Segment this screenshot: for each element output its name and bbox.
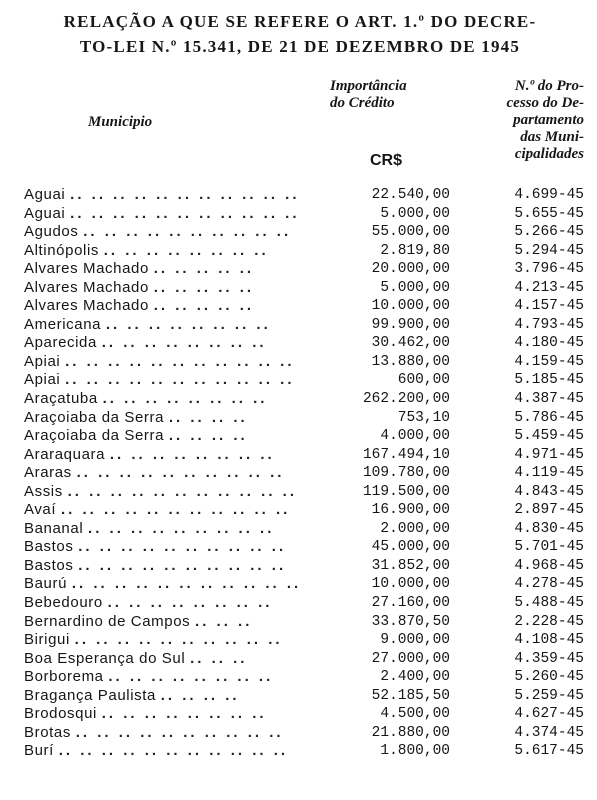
municipio-name: Assis bbox=[24, 482, 63, 500]
column-header-importancia-line: Importância bbox=[330, 78, 407, 94]
dot-leader: .. .. .. .. .. .. .. .. .. .. .. bbox=[60, 501, 291, 519]
processo-number: 4.180-45 bbox=[514, 335, 584, 352]
credito-value: 27.000,00 bbox=[371, 650, 450, 667]
municipio-cell bbox=[24, 631, 354, 649]
dot-leader: .. .. .. .. bbox=[160, 686, 240, 704]
credito-value: 119.500,00 bbox=[362, 483, 450, 500]
credito-value: 33.870,50 bbox=[371, 613, 450, 630]
processo-number: 5.459-45 bbox=[514, 428, 584, 445]
processo-number: 2.228-45 bbox=[514, 613, 584, 630]
municipio-cell bbox=[24, 613, 354, 631]
municipio-name: Brotas bbox=[24, 723, 71, 741]
credito-value: 31.852,00 bbox=[371, 557, 450, 574]
municipio-cell bbox=[24, 557, 354, 575]
municipio-name: Alvares Machado bbox=[24, 297, 149, 315]
municipio-cell bbox=[24, 650, 354, 668]
table-row bbox=[0, 316, 597, 335]
column-header-currency: CR$ bbox=[370, 152, 403, 169]
table-row bbox=[0, 687, 597, 706]
dot-leader: .. .. .. .. .. .. .. .. .. .. .. bbox=[70, 186, 300, 203]
processo-number: 4.843-45 bbox=[514, 483, 584, 500]
column-header-processo-line: das Muni- bbox=[520, 129, 584, 145]
dot-leader: .. .. .. .. .. .. .. .. bbox=[101, 705, 267, 723]
column-header-processo-line: cipalidades bbox=[514, 146, 584, 162]
dot-leader: .. .. .. .. .. .. .. .. .. .. .. bbox=[65, 352, 295, 370]
dot-leader: .. .. .. .. .. .. .. .. bbox=[101, 334, 267, 352]
table-row bbox=[0, 668, 597, 687]
credito-value: 753,10 bbox=[397, 409, 450, 426]
table-row bbox=[0, 724, 597, 743]
municipio-name: Baurú bbox=[24, 575, 68, 593]
table-row bbox=[0, 186, 597, 205]
credito-value: 16.900,00 bbox=[371, 502, 450, 519]
credito-value: 5.000,00 bbox=[380, 279, 450, 296]
dot-leader: .. .. .. .. .. .. .. .. .. .. .. bbox=[65, 371, 295, 389]
municipio-name: Araçoiaba da Serra bbox=[24, 427, 165, 445]
dot-leader: .. .. .. .. bbox=[168, 427, 248, 445]
municipio-name: Bananal bbox=[24, 519, 84, 537]
processo-number: 5.259-45 bbox=[514, 687, 584, 704]
column-header-importancia bbox=[330, 78, 407, 112]
municipio-cell bbox=[24, 297, 354, 315]
credito-value: 13.880,00 bbox=[371, 353, 450, 370]
municipio-name: Alvares Machado bbox=[24, 278, 149, 296]
municipio-name: Altinópolis bbox=[24, 241, 99, 259]
document-title-line-2: TO-LEI N.º 15.341, DE 21 DE DEZEMBRO DE 1945 bbox=[79, 37, 521, 56]
credito-value: 45.000,00 bbox=[371, 539, 450, 556]
processo-number: 3.796-45 bbox=[514, 261, 584, 278]
processo-number: 4.830-45 bbox=[514, 520, 584, 537]
municipio-cell bbox=[24, 538, 354, 556]
credito-value: 10.000,00 bbox=[371, 576, 450, 593]
credito-value: 22.540,00 bbox=[371, 187, 450, 203]
municipio-name: Birigui bbox=[24, 631, 70, 649]
municipio-cell bbox=[24, 260, 354, 278]
municipio-name: Aparecida bbox=[24, 334, 97, 352]
table-row bbox=[0, 650, 597, 669]
municipio-cell bbox=[24, 186, 354, 204]
credito-value: 600,00 bbox=[397, 372, 450, 389]
table-row bbox=[0, 223, 597, 242]
table-row bbox=[0, 205, 597, 224]
dot-leader: .. .. .. .. .. bbox=[153, 297, 255, 315]
dot-leader: .. .. .. .. .. .. .. .. .. .. .. bbox=[71, 575, 302, 593]
processo-number: 4.108-45 bbox=[514, 632, 584, 649]
table-row bbox=[0, 242, 597, 261]
credito-value: 52.185,50 bbox=[371, 687, 450, 704]
table-row bbox=[0, 520, 597, 539]
processo-number: 4.968-45 bbox=[514, 557, 584, 574]
dot-leader: .. .. .. .. .. .. .. .. bbox=[103, 241, 269, 259]
credito-value: 2.400,00 bbox=[380, 669, 450, 686]
column-header-processo-line: partamento bbox=[513, 112, 584, 128]
credito-value: 99.900,00 bbox=[371, 316, 450, 333]
municipio-name: Aguai bbox=[24, 186, 66, 203]
municipio-cell bbox=[24, 334, 354, 352]
municipio-name: Brodosqui bbox=[24, 705, 97, 723]
processo-number: 5.617-45 bbox=[514, 743, 584, 760]
processo-number: 5.260-45 bbox=[514, 669, 584, 686]
credito-value: 55.000,00 bbox=[371, 224, 450, 241]
credito-value: 167.494,10 bbox=[362, 446, 450, 463]
municipio-cell bbox=[24, 705, 354, 723]
credito-value: 30.462,00 bbox=[371, 335, 450, 352]
municipio-cell bbox=[24, 742, 354, 760]
credito-value: 262.200,00 bbox=[362, 391, 450, 408]
municipio-name: Apiai bbox=[24, 371, 61, 389]
municipio-name: Bebedouro bbox=[24, 594, 103, 612]
municipio-name: Aguai bbox=[24, 204, 66, 222]
municipio-cell bbox=[24, 316, 354, 334]
processo-number: 4.627-45 bbox=[514, 706, 584, 723]
credito-value: 20.000,00 bbox=[371, 261, 450, 278]
dot-leader: .. .. .. .. .. .. .. .. .. .. .. bbox=[70, 204, 300, 222]
municipio-table bbox=[0, 186, 597, 761]
dot-leader: .. .. .. .. .. .. .. .. .. .. bbox=[78, 556, 287, 574]
credito-value: 10.000,00 bbox=[371, 298, 450, 315]
dot-leader: .. .. .. .. .. .. .. .. .. .. bbox=[74, 631, 283, 649]
processo-number: 4.793-45 bbox=[514, 316, 584, 333]
municipio-cell bbox=[24, 353, 354, 371]
processo-number: 4.699-45 bbox=[514, 187, 584, 203]
credito-value: 2.819,80 bbox=[380, 242, 450, 259]
table-row bbox=[0, 575, 597, 594]
dot-leader: .. .. .. .. .. .. .. .. .. .. bbox=[75, 723, 284, 741]
processo-number: 4.387-45 bbox=[514, 391, 584, 408]
processo-number: 5.701-45 bbox=[514, 539, 584, 556]
municipio-name: Araçoiaba da Serra bbox=[24, 408, 165, 426]
municipio-cell bbox=[24, 242, 354, 260]
dot-leader: .. .. .. .. .. .. .. .. .. .. .. bbox=[58, 742, 289, 760]
processo-number: 4.157-45 bbox=[514, 298, 584, 315]
table-row bbox=[0, 334, 597, 353]
credito-value: 4.500,00 bbox=[380, 706, 450, 723]
municipio-name: Apiai bbox=[24, 352, 61, 370]
credito-value: 1.800,00 bbox=[380, 743, 450, 760]
dot-leader: .. .. .. .. .. .. .. .. .. .. bbox=[78, 538, 287, 556]
municipio-name: Bastos bbox=[24, 538, 74, 556]
processo-number: 5.185-45 bbox=[514, 372, 584, 389]
municipio-cell bbox=[24, 446, 354, 464]
table-row bbox=[0, 390, 597, 409]
municipio-name: Burí bbox=[24, 742, 54, 760]
municipio-cell bbox=[24, 279, 354, 297]
table-row bbox=[0, 594, 597, 613]
dot-leader: .. .. .. .. .. .. .. .. .. .. bbox=[76, 464, 285, 482]
municipio-name: Alvares Machado bbox=[24, 260, 149, 278]
dot-leader: .. .. .. bbox=[195, 612, 253, 630]
table-row bbox=[0, 483, 597, 502]
municipio-name: Avaí bbox=[24, 501, 57, 519]
municipio-name: Bragança Paulista bbox=[24, 686, 156, 704]
municipio-cell bbox=[24, 687, 354, 705]
municipio-cell bbox=[24, 594, 354, 612]
dot-leader: .. .. .. .. .. bbox=[153, 278, 255, 296]
dot-leader: .. .. .. .. .. .. .. .. .. bbox=[88, 519, 275, 537]
municipio-name: Araraquara bbox=[24, 445, 106, 463]
column-header-processo-line: N.º do Pro- bbox=[514, 78, 584, 94]
municipio-cell bbox=[24, 724, 354, 742]
column-header-processo-line: cesso do De- bbox=[506, 95, 584, 111]
municipio-cell bbox=[24, 483, 354, 501]
dot-leader: .. .. .. .. bbox=[168, 408, 248, 426]
document-title-line-1: RELAÇÃO A QUE SE REFERE O ART. 1.º DO DECRE- bbox=[63, 12, 537, 31]
dot-leader: .. .. .. .. .. .. .. .. bbox=[107, 594, 273, 612]
table-row bbox=[0, 705, 597, 724]
municipio-name: Bernardino de Campos bbox=[24, 612, 191, 630]
table-row bbox=[0, 427, 597, 446]
credito-value: 2.000,00 bbox=[380, 520, 450, 537]
table-row bbox=[0, 501, 597, 520]
dot-leader: .. .. .. .. .. bbox=[153, 260, 255, 278]
credito-value: 9.000,00 bbox=[380, 632, 450, 649]
table-row bbox=[0, 297, 597, 316]
dot-leader: .. .. .. .. .. .. .. .. .. .. .. bbox=[67, 482, 297, 500]
processo-number: 5.655-45 bbox=[514, 205, 584, 222]
municipio-cell bbox=[24, 205, 354, 223]
municipio-name: Boa Esperança do Sul bbox=[24, 649, 186, 667]
municipio-cell bbox=[24, 520, 354, 538]
table-row bbox=[0, 538, 597, 557]
credito-value: 5.000,00 bbox=[380, 205, 450, 222]
processo-number: 4.971-45 bbox=[514, 446, 584, 463]
table-row bbox=[0, 557, 597, 576]
column-header-processo bbox=[466, 78, 584, 163]
dot-leader: .. .. .. .. .. .. .. .. bbox=[109, 445, 275, 463]
dot-leader: .. .. .. .. .. .. .. .. bbox=[105, 315, 271, 333]
processo-number: 4.359-45 bbox=[514, 650, 584, 667]
municipio-cell bbox=[24, 223, 354, 241]
dot-leader: .. .. .. bbox=[190, 649, 248, 667]
processo-number: 5.294-45 bbox=[514, 242, 584, 259]
table-row bbox=[0, 613, 597, 632]
dot-leader: .. .. .. .. .. .. .. .. bbox=[108, 668, 274, 686]
processo-number: 4.119-45 bbox=[514, 465, 584, 482]
processo-number: 5.488-45 bbox=[514, 595, 584, 612]
municipio-name: Agudos bbox=[24, 223, 79, 241]
table-row bbox=[0, 631, 597, 650]
processo-number: 4.374-45 bbox=[514, 724, 584, 741]
credito-value: 21.880,00 bbox=[371, 724, 450, 741]
municipio-cell bbox=[24, 427, 354, 445]
dot-leader: .. .. .. .. .. .. .. .. bbox=[102, 390, 268, 408]
credito-value: 4.000,00 bbox=[380, 428, 450, 445]
municipio-cell bbox=[24, 575, 354, 593]
column-header-importancia-line: do Crédito bbox=[330, 95, 395, 111]
municipio-name: Bastos bbox=[24, 556, 74, 574]
column-header-municipio: Municipio bbox=[88, 114, 153, 130]
municipio-name: Araras bbox=[24, 464, 72, 482]
processo-number: 2.897-45 bbox=[514, 502, 584, 519]
municipio-name: Americana bbox=[24, 315, 102, 333]
processo-number: 4.278-45 bbox=[514, 576, 584, 593]
municipio-name: Araçatuba bbox=[24, 390, 98, 408]
municipio-cell bbox=[24, 371, 354, 389]
processo-number: 4.213-45 bbox=[514, 279, 584, 296]
table-row bbox=[0, 409, 597, 428]
table-row bbox=[0, 446, 597, 465]
table-row bbox=[0, 371, 597, 390]
municipio-cell bbox=[24, 668, 354, 686]
credito-value: 109.780,00 bbox=[362, 465, 450, 482]
processo-number: 4.159-45 bbox=[514, 353, 584, 370]
municipio-cell bbox=[24, 390, 354, 408]
municipio-cell bbox=[24, 501, 354, 519]
dot-leader: .. .. .. .. .. .. .. .. .. .. bbox=[83, 223, 292, 241]
credito-value: 27.160,00 bbox=[371, 595, 450, 612]
table-row bbox=[0, 742, 597, 761]
municipio-cell bbox=[24, 464, 354, 482]
municipio-cell bbox=[24, 409, 354, 427]
table-row bbox=[0, 279, 597, 298]
municipio-name: Borborema bbox=[24, 668, 104, 686]
processo-number: 5.786-45 bbox=[514, 409, 584, 426]
table-row bbox=[0, 260, 597, 279]
table-row bbox=[0, 353, 597, 372]
table-row bbox=[0, 464, 597, 483]
processo-number: 5.266-45 bbox=[514, 224, 584, 241]
